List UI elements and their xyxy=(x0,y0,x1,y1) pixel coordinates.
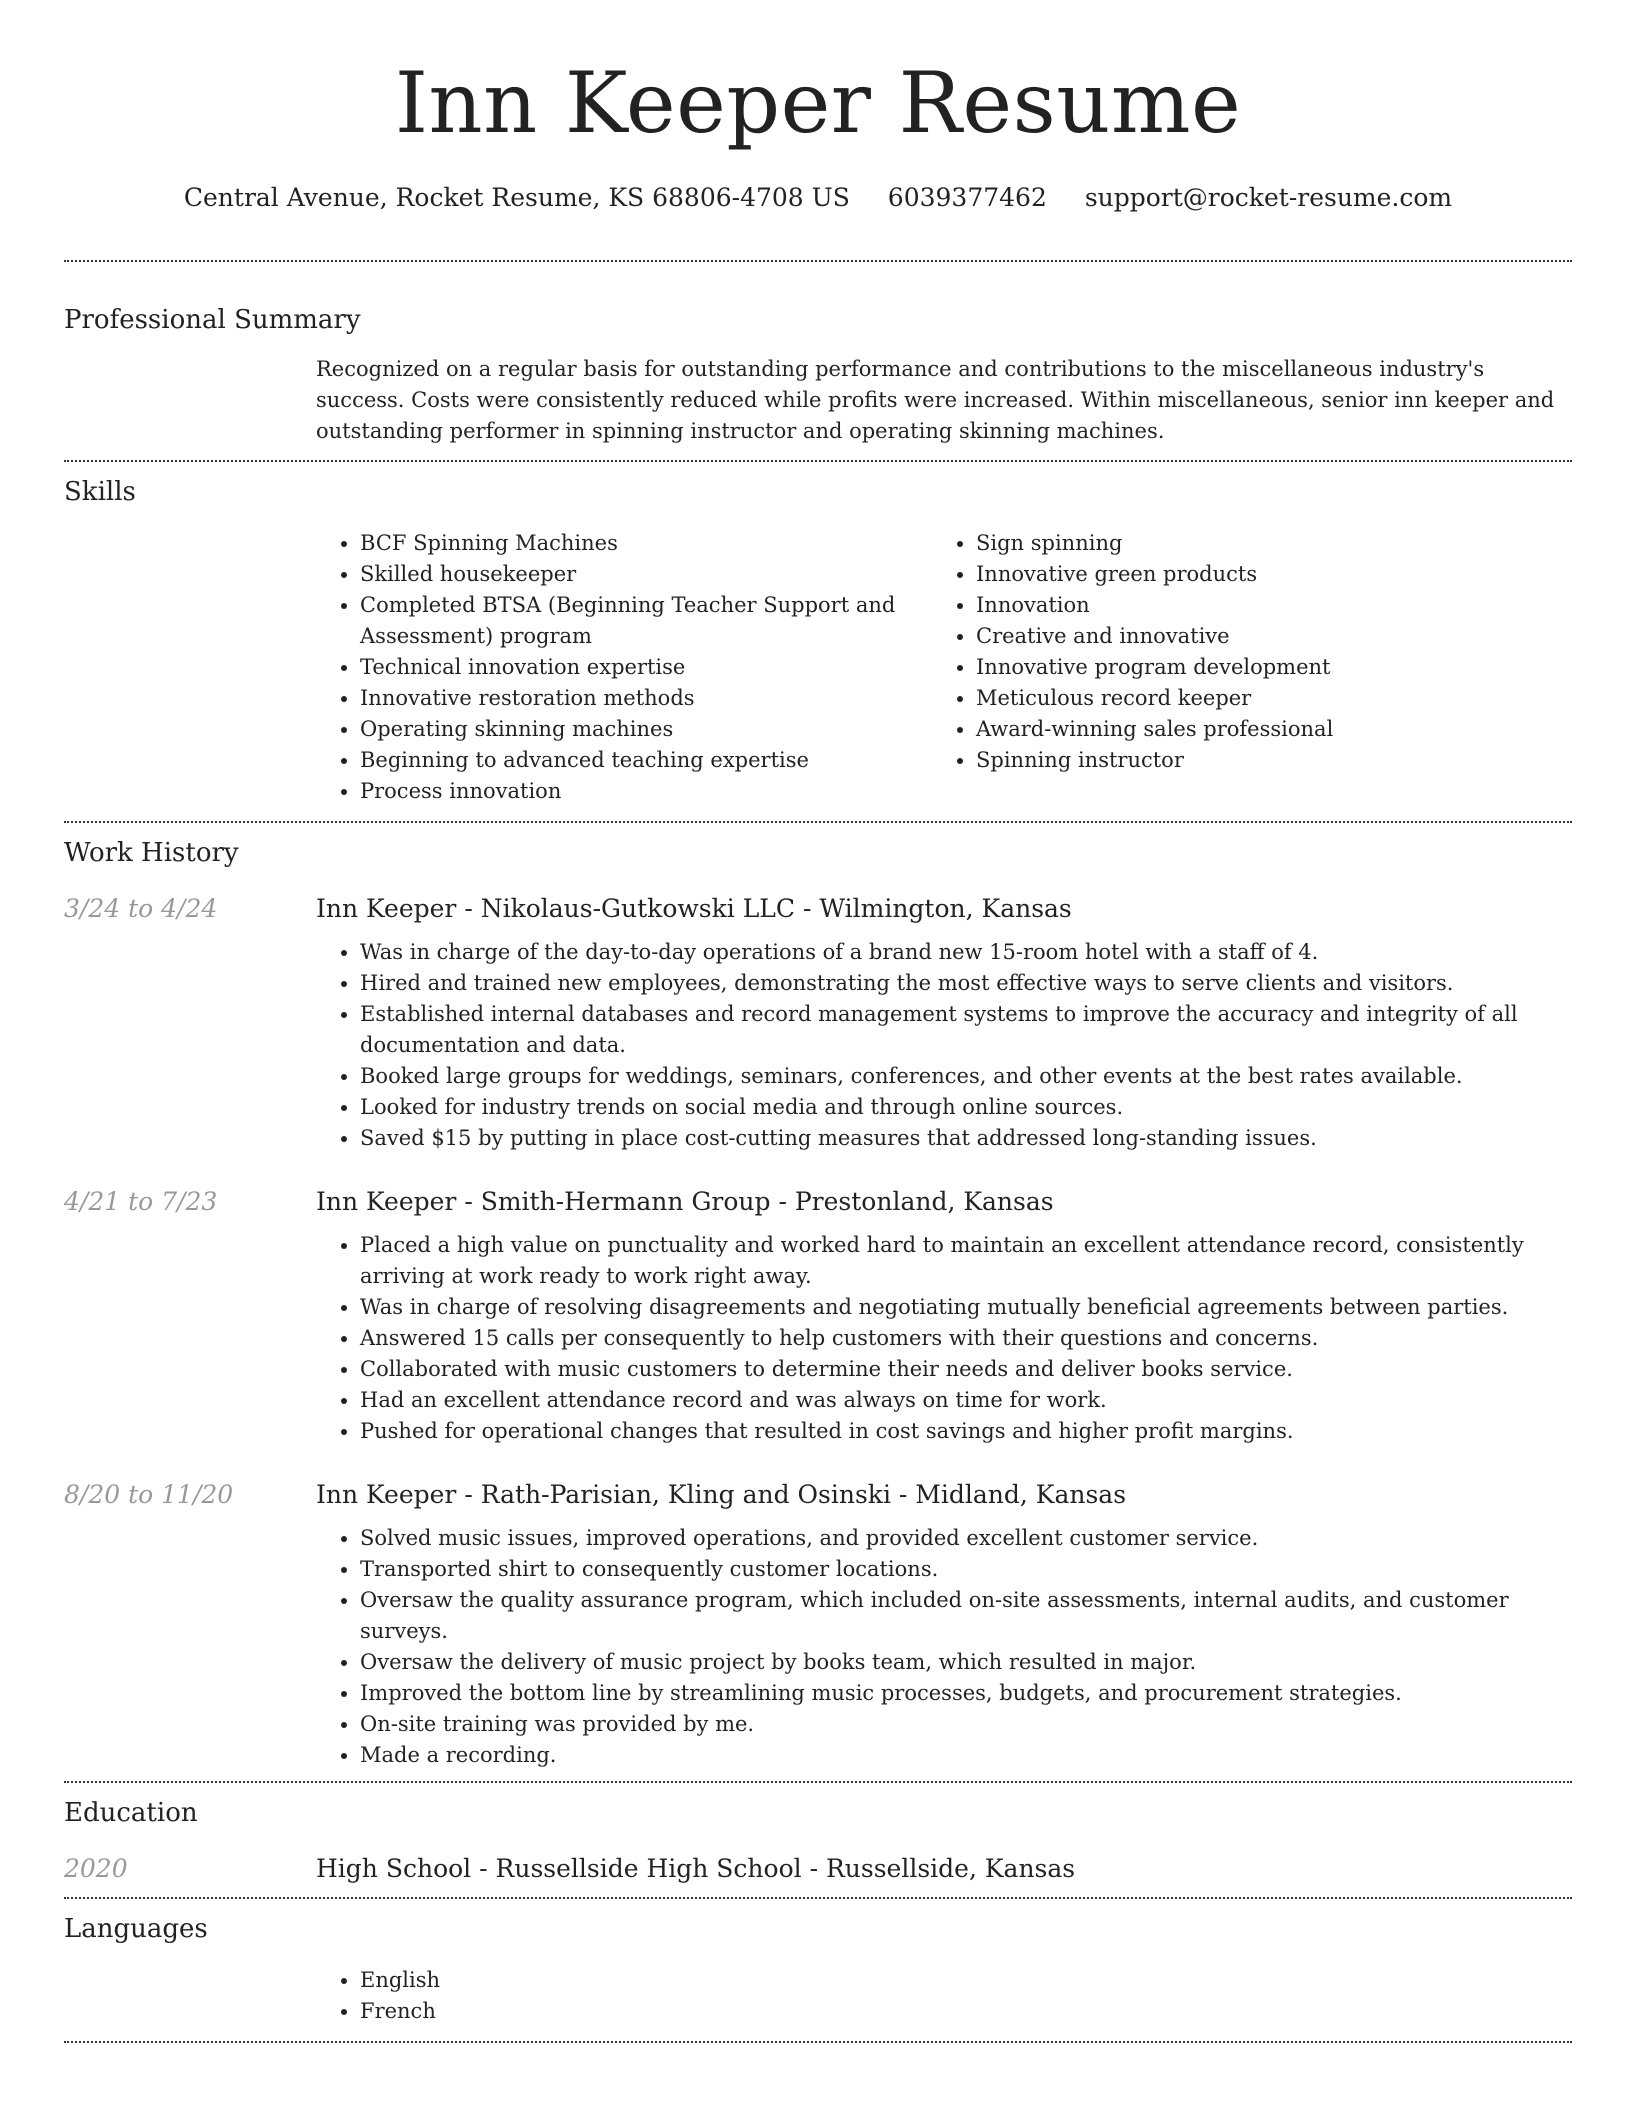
list-item: • Innovation xyxy=(976,590,1548,621)
resume-header xyxy=(64,0,1572,216)
section-title-work: Work History xyxy=(64,838,239,868)
list-item: • Creative and innovative xyxy=(976,621,1548,652)
list-item: • Established internal databases and record management systems to improve the accuracy and integrity of all documentation and data. xyxy=(360,999,1572,1061)
summary-text: Recognized on a regular basis for outstanding performance and contributions to the miscellaneous industry's success. Costs were consistently reduced while profits were increased. Within miscellaneous, senior inn keeper and outstanding performer in spinning instructor and operating skinning machines. xyxy=(316,357,1555,443)
entry-date: 4/21 to 7/23 xyxy=(64,1187,218,1216)
contact-phone: 6039377462 xyxy=(887,183,1047,212)
section-skills xyxy=(64,462,1572,821)
entry-title: Inn Keeper - Nikolaus-Gutkowski LLC - Wilmington, Kansas xyxy=(316,894,1072,923)
contact-email: support@rocket-resume.com xyxy=(1084,183,1453,212)
list-item: • Completed BTSA (Beginning Teacher Support and Assessment) program xyxy=(360,590,932,652)
bullet-list xyxy=(316,1523,1572,1771)
section-title-skills: Skills xyxy=(64,477,136,507)
work-entry xyxy=(64,891,1572,1154)
list-item: • English xyxy=(360,1965,1572,1996)
entry-bullets xyxy=(316,937,1572,1154)
skills-column-right xyxy=(932,528,1548,807)
entry-date: 2020 xyxy=(64,1854,128,1883)
section-title-education: Education xyxy=(64,1798,198,1828)
languages-list xyxy=(316,1965,1572,2027)
list-item: • Spinning instructor xyxy=(976,745,1548,776)
list-item: • Was in charge of the day-to-day operations of a brand new 15-room hotel with a staff of 4. xyxy=(360,937,1572,968)
section-languages xyxy=(64,1899,1572,2041)
resume-page xyxy=(64,0,1572,2043)
entry-title: High School - Russellside High School - Russellside, Kansas xyxy=(316,1854,1076,1883)
skills-column-left xyxy=(316,528,932,807)
section-education xyxy=(64,1783,1572,1897)
list-item: • Was in charge of resolving disagreements and negotiating mutually beneficial agreements between parties. xyxy=(360,1292,1572,1323)
resume-title: Inn Keeper Resume xyxy=(394,54,1242,152)
entry-title: Inn Keeper - Rath-Parisian, Kling and Osinski - Midland, Kansas xyxy=(316,1480,1127,1509)
list-item: • Hired and trained new employees, demonstrating the most effective ways to serve clients and visitors. xyxy=(360,968,1572,999)
bullet-list xyxy=(316,1230,1572,1447)
entry-date: 3/24 to 4/24 xyxy=(64,894,218,923)
list-item: • BCF Spinning Machines xyxy=(360,528,932,559)
list-item: • Collaborated with music customers to determine their needs and deliver books service. xyxy=(360,1354,1572,1385)
list-item: • Made a recording. xyxy=(360,1740,1572,1771)
list-item: • Innovative restoration methods xyxy=(360,683,932,714)
list-item: • Process innovation xyxy=(360,776,932,807)
list-item: • French xyxy=(360,1996,1572,2027)
list-item: • Transported shirt to consequently customer locations. xyxy=(360,1554,1572,1585)
list-item: • Innovative green products xyxy=(976,559,1548,590)
list-item: • Meticulous record keeper xyxy=(976,683,1548,714)
list-item: • Pushed for operational changes that resulted in cost savings and higher profit margins. xyxy=(360,1416,1572,1447)
list-item: • Oversaw the delivery of music project by books team, which resulted in major. xyxy=(360,1647,1572,1678)
contact-line xyxy=(64,180,1572,216)
list-item: • Award-winning sales professional xyxy=(976,714,1548,745)
entry-title: Inn Keeper - Smith-Hermann Group - Prestonland, Kansas xyxy=(316,1187,1054,1216)
list-item: • Had an excellent attendance record and was always on time for work. xyxy=(360,1385,1572,1416)
work-entry xyxy=(64,1477,1572,1771)
list-item: • Skilled housekeeper xyxy=(360,559,932,590)
list-item: • Operating skinning machines xyxy=(360,714,932,745)
list-item: • Placed a high value on punctuality and worked hard to maintain an excellent attendance record, consistently arriving at work ready to work right away. xyxy=(360,1230,1572,1292)
bullet-list xyxy=(316,937,1572,1154)
skills-list-left xyxy=(316,528,932,807)
list-item: • Solved music issues, improved operations, and provided excellent customer service. xyxy=(360,1523,1572,1554)
work-entry xyxy=(64,1184,1572,1447)
list-item: • Sign spinning xyxy=(976,528,1548,559)
list-item: • Improved the bottom line by streamlining music processes, budgets, and procurement strategies. xyxy=(360,1678,1572,1709)
skills-columns xyxy=(316,528,1572,807)
list-item: • Saved $15 by putting in place cost-cutting measures that addressed long-standing issues. xyxy=(360,1123,1572,1154)
entry-bullets xyxy=(316,1230,1572,1447)
list-item: • Looked for industry trends on social media and through online sources. xyxy=(360,1092,1572,1123)
section-title-summary: Professional Summary xyxy=(64,305,361,335)
list-item: • Answered 15 calls per consequently to help customers with their questions and concerns. xyxy=(360,1323,1572,1354)
entry-date: 8/20 to 11/20 xyxy=(64,1480,234,1509)
list-item: • On-site training was provided by me. xyxy=(360,1709,1572,1740)
list-item: • Beginning to advanced teaching expertise xyxy=(360,745,932,776)
section-title-languages: Languages xyxy=(64,1914,208,1944)
languages-list-wrap xyxy=(316,1965,1572,2027)
education-entry xyxy=(64,1851,1572,1887)
section-summary xyxy=(64,262,1572,460)
divider xyxy=(64,2041,1572,2043)
list-item: • Oversaw the quality assurance program, which included on-site assessments, internal audits, and customer surveys. xyxy=(360,1585,1572,1647)
entry-bullets xyxy=(316,1523,1572,1771)
contact-address: Central Avenue, Rocket Resume, KS 68806-4708 US xyxy=(183,183,850,212)
skills-list-right xyxy=(932,528,1548,776)
section-work-history xyxy=(64,823,1572,1781)
list-item: • Innovative program development xyxy=(976,652,1548,683)
list-item: • Technical innovation expertise xyxy=(360,652,932,683)
list-item: • Booked large groups for weddings, seminars, conferences, and other events at the best rates available. xyxy=(360,1061,1572,1092)
